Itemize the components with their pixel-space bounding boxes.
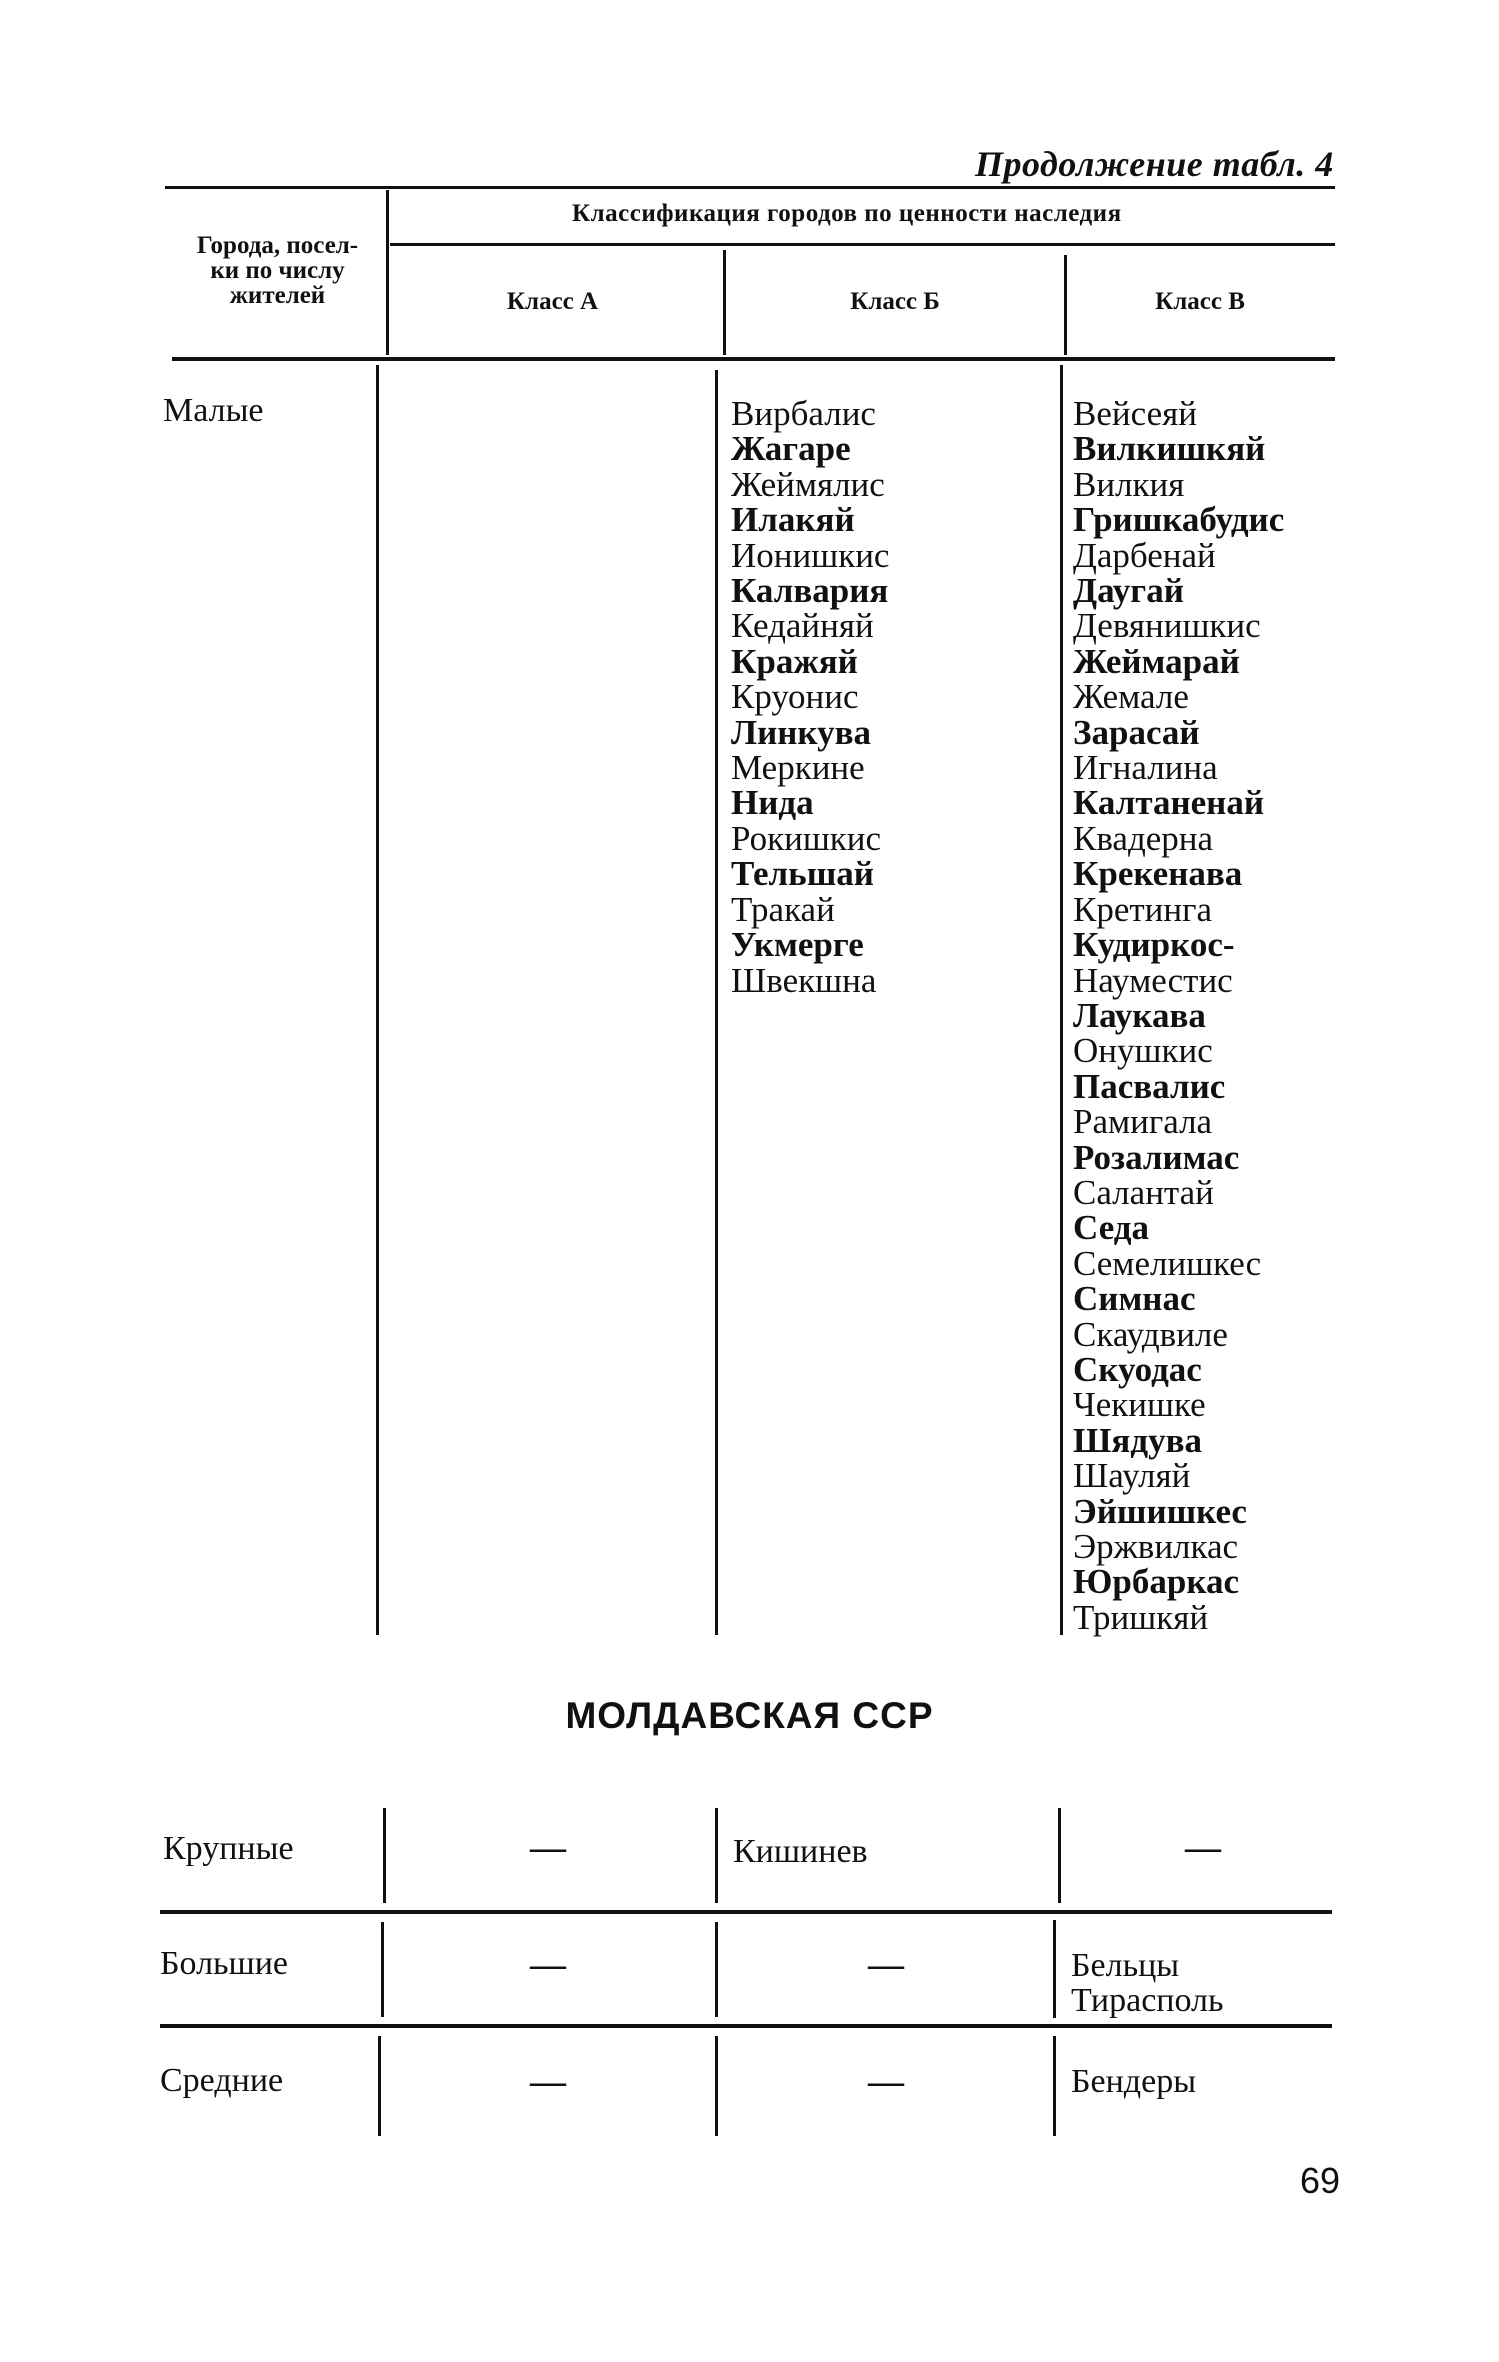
list-item: Рокишкис [731,818,882,858]
list-item: Скаудвиле [1073,1314,1228,1354]
moldova-divider [1058,1808,1061,1903]
moldova-divider [383,1808,386,1903]
list-item: Жемале [1073,677,1189,717]
column-header-class-b: Класс Б [850,288,940,315]
list-item: Швекшна [731,960,877,1000]
list-item: Вейсеяй [1073,394,1197,433]
group-header-rule [390,243,1335,246]
moldova-divider [1053,1920,1056,2018]
row-separator [160,2024,1332,2028]
list-item: Лаукава [1073,995,1206,1035]
list-item: Зарасай [1073,712,1200,752]
list-item: Симнас [1073,1279,1196,1319]
list-item: Тельшай [731,854,874,894]
list-item: Илакяй [731,500,855,540]
class-b-cell: — [868,2061,904,2101]
list-item: Науместис [1073,960,1233,1000]
list-item: Калтаненай [1073,783,1265,823]
class-a-cell: — [530,1944,566,1984]
header-divider [723,250,726,355]
moldova-divider [715,1922,718,2017]
class-v-cell [1071,1948,1224,2018]
header-divider [386,190,389,355]
list-item: Онушкис [1073,1031,1213,1071]
row-label-small: Малые [163,392,264,429]
class-v-line: Тирасполь [1071,1982,1224,2019]
row-separator [160,1910,1332,1914]
class-a-cell: — [530,2061,566,2101]
column-header-class-a: Класс А [506,288,599,315]
row-label-big: Большие [160,1945,289,1982]
list-item: Вилкия [1073,464,1185,504]
class-a-cell: — [530,1827,566,1867]
list-item: Укмерге [731,925,864,965]
list-item: Чекишке [1073,1385,1206,1425]
row-header [170,233,385,308]
list-item: Шядува [1073,1420,1202,1460]
moldova-divider [381,1922,384,2017]
class-v-line: Бельцы [1071,1947,1180,1984]
list-item: Круонис [731,677,859,717]
row-label-medium: Средние [160,2062,284,2099]
class-b-list [731,396,889,998]
list-item: Вирбалис [731,394,876,433]
list-item: Салантай [1073,1172,1214,1212]
row-label-large: Крупные [163,1830,294,1867]
list-item: Юрбаркас [1073,1562,1240,1602]
list-item: Даугай [1073,571,1184,611]
row-header-line: ки по числу [210,257,345,284]
row-header-line: жителей [229,282,326,309]
class-b-cell: Кишинев [733,1833,868,1870]
list-item: Крекенава [1073,854,1243,894]
list-item: Скуодас [1073,1349,1202,1389]
list-item: Кражяй [731,641,858,681]
table-header-bottom-rule [172,357,1335,361]
moldova-divider [715,2036,718,2136]
list-item: Розалимас [1073,1137,1240,1177]
list-item: Кедайняй [731,606,874,646]
list-item: Гришкабудис [1073,500,1285,540]
body-divider [1060,365,1063,1635]
list-item: Пасвалис [1073,1066,1226,1106]
list-item: Кудиркос- [1073,925,1235,965]
list-item: Калвария [731,571,889,611]
page-number: 69 [1300,2160,1341,2201]
list-item: Тришкяй [1073,1597,1209,1637]
list-item: Игналина [1073,748,1218,788]
table-top-rule [165,186,1335,189]
class-v-cell: — [1185,1827,1221,1867]
list-item: Седа [1073,1208,1149,1248]
header-divider [1064,255,1067,355]
class-v-list [1073,396,1284,1635]
moldova-divider [1053,2036,1056,2136]
list-item: Кретинга [1073,889,1213,929]
list-item: Эйшишкес [1073,1491,1247,1531]
list-item: Жагаре [731,429,851,469]
list-item: Девянишкис [1073,606,1261,646]
section-title: МОЛДАВСКАЯ ССР [565,1695,934,1736]
moldova-divider [378,2036,381,2136]
list-item: Дарбенай [1073,535,1216,575]
list-item: Нида [731,783,814,823]
list-item: Квадерна [1073,818,1214,858]
list-item: Шауляй [1073,1456,1191,1496]
list-item: Жеймарай [1073,641,1240,681]
body-divider [715,370,718,1635]
class-v-cell: Бендеры [1071,2063,1197,2100]
table-continuation-label: Продолжение табл. 4 [975,144,1334,184]
list-item: Ионишкис [731,535,890,575]
list-item: Линкува [731,712,871,752]
list-item: Вилкишкяй [1073,429,1266,469]
column-header-class-v: Класс В [1155,288,1245,315]
moldova-divider [715,1808,718,1903]
group-header: Классификация городов по ценности наследия [572,200,1122,227]
body-divider [376,365,379,1635]
list-item: Семелишкес [1073,1243,1262,1283]
class-b-cell: — [868,1944,904,1984]
list-item: Рамигала [1073,1102,1213,1142]
list-item: Тракай [731,889,835,929]
row-header-line: Города, посел- [196,232,359,259]
list-item: Эржвилкас [1073,1527,1239,1566]
list-item: Жеймялис [731,464,885,504]
list-item: Меркине [731,748,865,788]
